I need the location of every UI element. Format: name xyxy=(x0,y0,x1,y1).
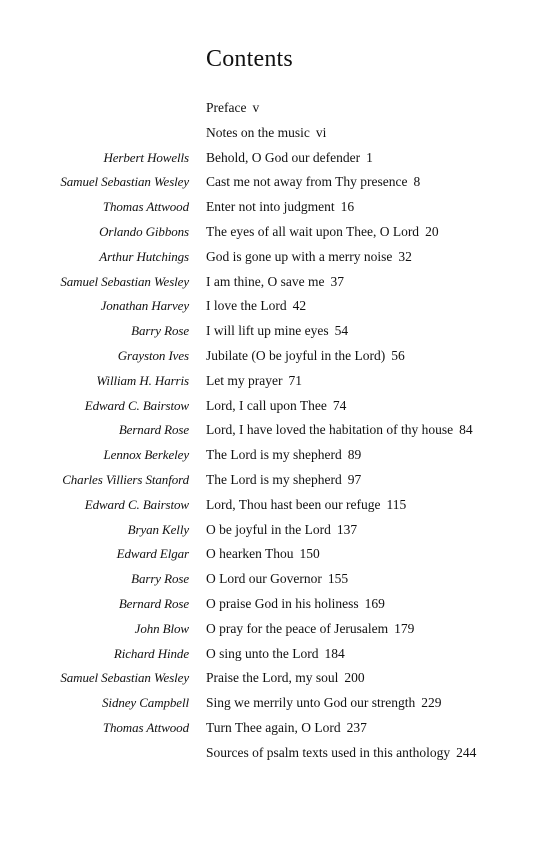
composer-name: Bernard Rose xyxy=(118,595,189,611)
entry-title: I will lift up mine eyes xyxy=(206,323,329,339)
contents-entry xyxy=(0,617,560,642)
page-number: 16 xyxy=(340,199,355,215)
entry-title: Praise the Lord, my soul xyxy=(206,670,339,686)
entry-line xyxy=(206,717,367,739)
contents-entry xyxy=(0,121,560,146)
page-number: 229 xyxy=(421,695,442,711)
contents-entry xyxy=(0,716,560,741)
contents-entry xyxy=(0,344,560,369)
contents-list xyxy=(0,96,560,766)
composer-name: Grayston Ives xyxy=(117,347,189,363)
entry-line xyxy=(206,444,361,466)
entry-title: O hearken Thou xyxy=(206,546,294,562)
page-number: 42 xyxy=(292,298,307,314)
contents-entry xyxy=(0,220,560,245)
contents-entry xyxy=(0,567,560,592)
entry-line xyxy=(206,643,345,665)
contents-entry xyxy=(0,146,560,171)
page-number: 54 xyxy=(334,323,349,339)
entry-title: Behold, O God our defender xyxy=(206,149,361,165)
page-number: 200 xyxy=(344,670,365,686)
composer-name: Richard Hinde xyxy=(113,645,189,661)
composer-name: Samuel Sebastian Wesley xyxy=(60,273,189,289)
entry-title: The Lord is my shepherd xyxy=(206,471,342,487)
composer-name: William H. Harris xyxy=(96,372,189,388)
entry-title: Cast me not away from Thy presence xyxy=(206,174,408,190)
entry-line xyxy=(206,271,344,293)
page-number: 56 xyxy=(391,347,405,363)
page-number: 244 xyxy=(456,744,477,760)
composer-name: Herbert Howells xyxy=(103,149,189,165)
composer-name: Sidney Campbell xyxy=(102,695,189,711)
entry-title: Lord, Thou hast been our refuge xyxy=(206,496,381,512)
contents-entry xyxy=(0,294,560,319)
page-number: 1 xyxy=(366,149,373,165)
contents-entry xyxy=(0,418,560,443)
composer-name: Arthur Hutchings xyxy=(99,248,189,264)
contents-entry xyxy=(0,542,560,567)
contents-entry xyxy=(0,270,560,295)
entry-line xyxy=(206,419,473,441)
composer-name: Samuel Sebastian Wesley xyxy=(60,174,189,190)
entry-line xyxy=(206,543,320,565)
page-number: 32 xyxy=(398,248,412,264)
composer-name: Edward C. Bairstow xyxy=(84,496,189,512)
page-number: 150 xyxy=(299,546,320,562)
entry-line xyxy=(206,395,346,417)
entry-line xyxy=(206,618,414,640)
composer-name: Jonathan Harvey xyxy=(100,298,189,314)
entry-line xyxy=(206,568,348,590)
composer-name: Charles Villiers Stanford xyxy=(62,471,189,487)
entry-line xyxy=(206,742,476,764)
contents-entry xyxy=(0,369,560,394)
composer-name: Bernard Rose xyxy=(118,422,189,438)
entry-title: Notes on the music xyxy=(206,124,310,140)
composer-name: Bryan Kelly xyxy=(127,521,189,537)
contents-entry xyxy=(0,468,560,493)
composer-name: John Blow xyxy=(134,620,189,636)
entry-line xyxy=(206,667,365,689)
entry-title: Turn Thee again, O Lord xyxy=(206,719,341,735)
page-number: 89 xyxy=(347,447,362,463)
page-title: Contents xyxy=(206,46,293,72)
entry-title: Let my prayer xyxy=(206,372,283,388)
contents-entry xyxy=(0,245,560,270)
entry-title: Lord, I have loved the habitation of thy house xyxy=(206,422,454,438)
entry-title: I am thine, O save me xyxy=(206,273,325,289)
contents-entry xyxy=(0,642,560,667)
entry-title: O pray for the peace of Jerusalem xyxy=(206,620,389,636)
page-number: 74 xyxy=(332,397,347,413)
composer-name: Barry Rose xyxy=(131,323,189,339)
contents-entry xyxy=(0,170,560,195)
entry-line xyxy=(206,122,326,144)
entry-title: Preface xyxy=(206,100,247,115)
page-number: 179 xyxy=(394,620,415,636)
contents-entry xyxy=(0,443,560,468)
entry-title: O praise God in his holiness xyxy=(206,595,359,611)
entry-title: The eyes of all wait upon Thee, O Lord xyxy=(206,223,420,239)
composer-name: Edward C. Bairstow xyxy=(84,397,189,413)
entry-line xyxy=(206,196,354,218)
composer-name: Samuel Sebastian Wesley xyxy=(60,670,189,686)
entry-line xyxy=(206,519,357,541)
page-number: v xyxy=(252,100,260,115)
entry-line xyxy=(206,147,373,169)
composer-name: Thomas Attwood xyxy=(102,199,189,215)
contents-entry xyxy=(0,666,560,691)
entry-title: Sing we merrily unto God our strength xyxy=(206,695,416,711)
page-number: 137 xyxy=(336,521,358,537)
entry-title: O be joyful in the Lord xyxy=(206,521,331,537)
entry-title: Sources of psalm texts used in this anthology xyxy=(206,744,451,760)
page-number: 115 xyxy=(386,496,407,512)
entry-line xyxy=(206,692,441,714)
contents-entry xyxy=(0,691,560,716)
page-number: 169 xyxy=(364,595,385,611)
page-number: 71 xyxy=(288,372,302,388)
contents-entry xyxy=(0,195,560,220)
composer-name: Thomas Attwood xyxy=(102,719,189,735)
entry-title: O sing unto the Lord xyxy=(206,645,319,661)
entry-title: O Lord our Governor xyxy=(206,571,322,587)
entry-line xyxy=(206,221,439,243)
contents-entry xyxy=(0,518,560,543)
page-number: 97 xyxy=(347,471,362,487)
composer-name: Orlando Gibbons xyxy=(99,223,189,239)
composer-name: Lennox Berkeley xyxy=(103,447,189,463)
page-number: 37 xyxy=(330,273,344,289)
entry-line xyxy=(206,97,259,119)
composer-name: Edward Elgar xyxy=(116,546,189,562)
contents-entry xyxy=(0,741,560,766)
entry-line xyxy=(206,370,302,392)
entry-line xyxy=(206,320,348,342)
contents-entry xyxy=(0,96,560,121)
page-number: 155 xyxy=(327,571,349,587)
entry-line xyxy=(206,593,385,615)
entry-title: I love the Lord xyxy=(206,298,287,314)
entry-line xyxy=(206,469,361,491)
page-number: 184 xyxy=(324,645,345,661)
entry-line xyxy=(206,345,405,367)
entry-line xyxy=(206,295,306,317)
composer-name: Barry Rose xyxy=(131,571,189,587)
page-number: 237 xyxy=(346,719,367,735)
entry-title: Jubilate (O be joyful in the Lord) xyxy=(206,347,386,363)
contents-entry xyxy=(0,493,560,518)
page-number: 8 xyxy=(413,174,421,190)
entry-title: The Lord is my shepherd xyxy=(206,447,342,463)
entry-line xyxy=(206,171,420,193)
entry-line xyxy=(206,494,406,516)
entry-title: God is gone up with a merry noise xyxy=(206,248,393,264)
contents-entry xyxy=(0,592,560,617)
page-number: 84 xyxy=(459,422,473,438)
page-number: vi xyxy=(315,124,327,140)
entry-line xyxy=(206,246,412,268)
contents-entry xyxy=(0,319,560,344)
entry-title: Enter not into judgment xyxy=(206,199,335,215)
page-number: 20 xyxy=(425,223,439,239)
entry-title: Lord, I call upon Thee xyxy=(206,397,327,413)
contents-entry xyxy=(0,394,560,419)
